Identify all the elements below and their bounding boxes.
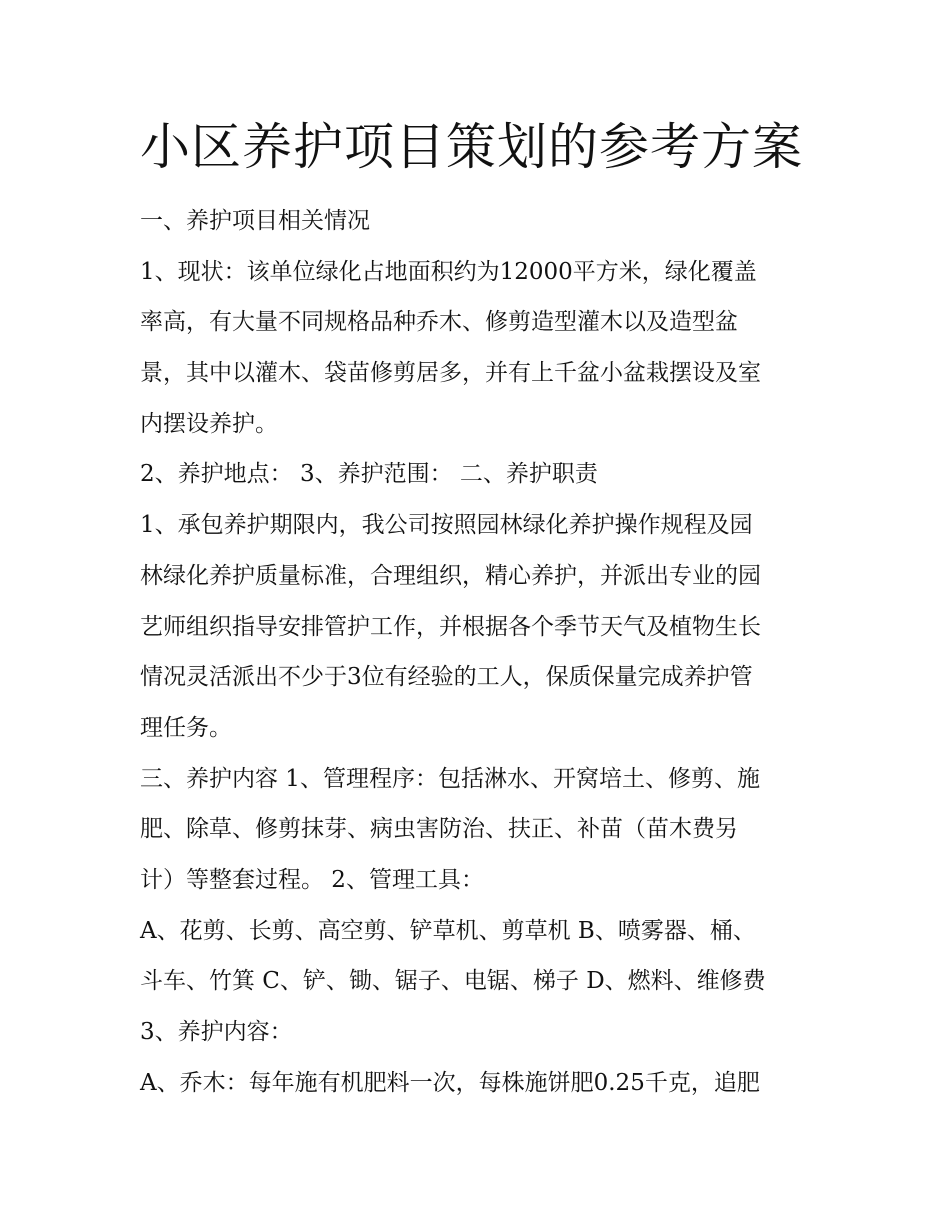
document-title: 小区养护项目策划的参考方案 <box>140 118 803 176</box>
document-body <box>140 196 820 1108</box>
paragraph-line: 情况灵活派出不少于3位有经验的工人，保质保量完成养护管 <box>140 664 753 691</box>
paragraph-line: 肥、除草、修剪抹芽、病虫害防治、扶正、补苗（苗木费另 <box>140 816 738 843</box>
paragraph-line: 艺师组织指导安排管护工作，并根据各个季节天气及植物生长 <box>140 613 761 640</box>
paragraph-line: 理任务。 <box>140 714 232 741</box>
paragraph-line: 斗车、竹箕 C、铲、锄、锯子、电锯、梯子 D、燃料、维修费 <box>140 968 766 995</box>
paragraph-line: A、乔木：每年施有机肥料一次，每株施饼肥0.25千克，追肥 <box>140 1069 760 1096</box>
paragraph-line: A、花剪、长剪、高空剪、铲草机、剪草机 B、喷雾器、桶、 <box>140 917 756 944</box>
paragraph-line: 林绿化养护质量标准，合理组织，精心养护，并派出专业的园 <box>140 562 761 589</box>
paragraph-line: 1、承包养护期限内，我公司按照园林绿化养护操作规程及园 <box>140 512 753 539</box>
paragraph-line: 内摆设养护。 <box>140 410 278 437</box>
paragraph-line: 计）等整套过程。 2、管理工具： <box>140 866 484 893</box>
paragraph-line: 景，其中以灌木、袋苗修剪居多，并有上千盆小盆栽摆设及室 <box>140 360 761 387</box>
paragraph-line: 1、现状：该单位绿化占地面积约为12000平方米，绿化覆盖 <box>140 258 757 285</box>
paragraph-line: 率高，有大量不同规格品种乔木、修剪造型灌木以及造型盆 <box>140 309 738 336</box>
section-heading: 一、养护项目相关情况 <box>140 208 370 234</box>
paragraph-line: 2、养护地点： 3、养护范围： 二、养护职责 <box>140 461 598 488</box>
paragraph-line: 3、养护内容： <box>140 1019 293 1045</box>
paragraph-line: 三、养护内容 1、管理程序：包括淋水、开窝培土、修剪、施 <box>140 765 760 792</box>
